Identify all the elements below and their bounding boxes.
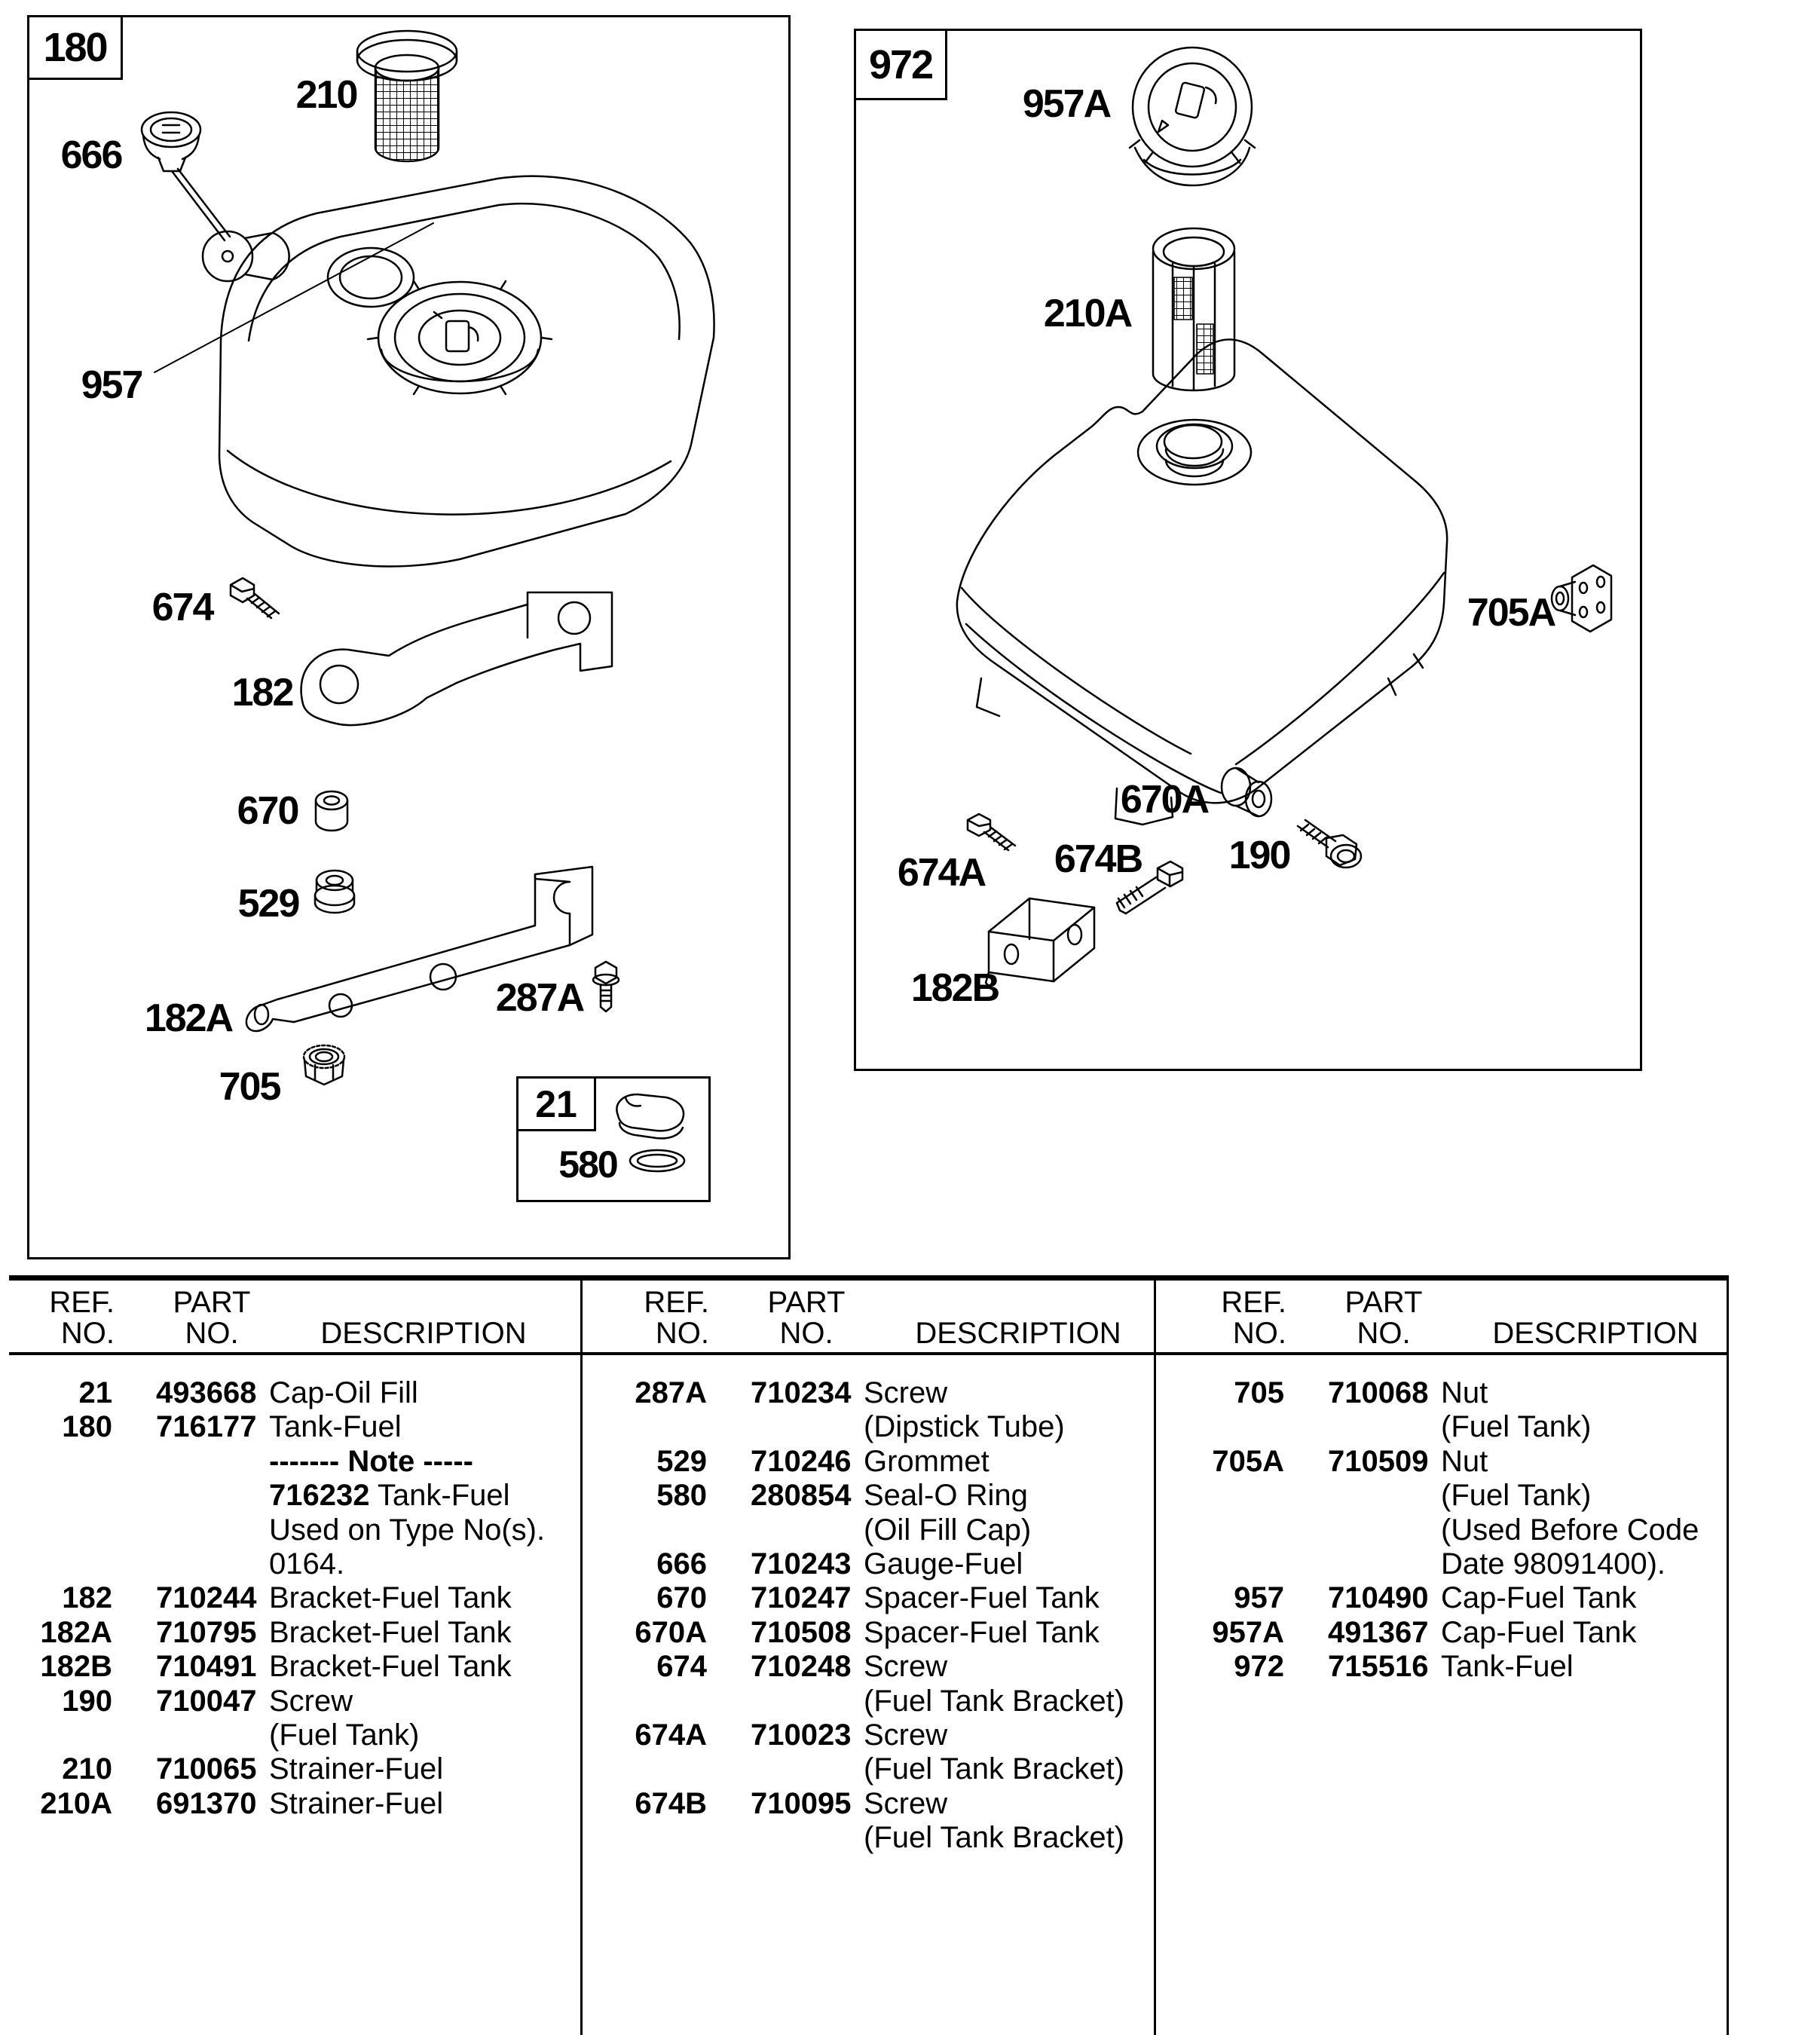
- header-part-no: NO.: [185, 1317, 239, 1350]
- description-text: Tank-Fuel: [269, 1410, 402, 1444]
- flange-nut-705A-drawing: [1552, 565, 1611, 632]
- part-no: 710244: [156, 1581, 257, 1615]
- ref-no: 182A: [40, 1615, 112, 1649]
- part-label-957: 957: [81, 363, 142, 407]
- part-label-674: 674: [151, 586, 213, 629]
- ref-no: 287A: [635, 1376, 707, 1409]
- screw-674A-drawing: [968, 814, 1015, 850]
- figure-number: 972: [868, 41, 933, 87]
- ref-no: 210: [62, 1752, 112, 1786]
- ref-no: 190: [62, 1684, 112, 1718]
- description-text: Spacer-Fuel Tank: [864, 1615, 1100, 1649]
- fuel-strainer-210-drawing: [357, 31, 457, 161]
- ref-no: 957: [1234, 1581, 1284, 1615]
- part-no: 710246: [751, 1444, 852, 1478]
- part-no: 716177: [156, 1410, 257, 1444]
- ref-no: 580: [656, 1479, 707, 1513]
- description-text: Strainer-Fuel: [269, 1786, 444, 1820]
- part-no: 493668: [156, 1376, 257, 1409]
- part-no: 710234: [751, 1376, 852, 1409]
- ref-no: 674: [656, 1650, 707, 1684]
- description-text: (Dipstick Tube): [864, 1410, 1065, 1444]
- description-text: Cap-Oil Fill: [269, 1376, 418, 1409]
- part-no: 280854: [751, 1479, 852, 1513]
- description-bold: 716232: [269, 1479, 370, 1513]
- figure-number: 180: [43, 25, 107, 70]
- fuel-tank-972-drawing: [957, 339, 1447, 825]
- fuel-tank-bracket-182-drawing: [301, 592, 612, 725]
- description-text: Spacer-Fuel Tank: [864, 1581, 1100, 1615]
- header-ref: REF.: [49, 1286, 115, 1319]
- ref-no: 705A: [1212, 1444, 1284, 1478]
- header-ref-no: NO.: [60, 1317, 115, 1350]
- seal-o-ring-580-drawing: [630, 1150, 684, 1171]
- header-part-no: NO.: [1357, 1317, 1411, 1350]
- part-no: 715516: [1328, 1650, 1429, 1684]
- part-label-210A: 210A: [1043, 292, 1132, 335]
- header-description: DESCRIPTION: [1492, 1317, 1699, 1350]
- ref-no: 666: [656, 1547, 707, 1581]
- ref-no: 705: [1234, 1376, 1284, 1409]
- part-label-674A: 674A: [897, 851, 986, 895]
- ref-no: 674B: [635, 1786, 707, 1820]
- description-text: (Fuel Tank): [1441, 1410, 1592, 1444]
- part-label-182A: 182A: [144, 996, 233, 1040]
- grommet-529-drawing: [315, 871, 354, 913]
- part-no: 710047: [156, 1684, 257, 1718]
- header-ref-no: NO.: [1232, 1317, 1286, 1350]
- part-no: 710490: [1328, 1581, 1429, 1615]
- part-label-190: 190: [1228, 834, 1290, 877]
- description-text: Cap-Fuel Tank: [1441, 1615, 1637, 1649]
- description-text: Tank-Fuel: [1441, 1650, 1574, 1684]
- screw-190-drawing: [1298, 820, 1361, 868]
- part-label-287A: 287A: [495, 976, 584, 1020]
- fuel-strainer-210A-drawing: [1153, 228, 1234, 390]
- part-label-580: 580: [558, 1143, 617, 1186]
- part-label-182B: 182B: [910, 966, 999, 1010]
- description-text: (Fuel Tank Bracket): [864, 1752, 1125, 1786]
- header-part: PART: [173, 1286, 251, 1319]
- description-text: Gauge-Fuel: [864, 1547, 1023, 1581]
- leader-line-957: [154, 223, 433, 372]
- part-no: 691370: [156, 1786, 257, 1820]
- description-text: (Fuel Tank Bracket): [864, 1684, 1125, 1718]
- description-text: Bracket-Fuel Tank: [269, 1615, 512, 1649]
- part-label-957A: 957A: [1022, 82, 1111, 126]
- description-text: (Used Before Code: [1441, 1513, 1699, 1547]
- header-part-no: NO.: [779, 1317, 834, 1350]
- part-label-674B: 674B: [1054, 837, 1142, 881]
- description-text: Screw: [864, 1376, 948, 1409]
- part-no: 710065: [156, 1752, 257, 1786]
- nut-705-drawing: [304, 1045, 344, 1085]
- header-ref-no: NO.: [655, 1317, 709, 1350]
- inset-number: 21: [535, 1082, 577, 1125]
- description-text: Strainer-Fuel: [269, 1752, 444, 1786]
- part-no: 710248: [751, 1650, 852, 1684]
- part-label-670A: 670A: [1120, 778, 1209, 822]
- part-label-670: 670: [237, 789, 298, 833]
- part-no: 710491: [156, 1650, 257, 1684]
- ref-no: 182: [62, 1581, 112, 1615]
- fuel-tank-bracket-182B-drawing: [986, 898, 1094, 989]
- ref-no: 670A: [635, 1615, 707, 1649]
- part-no: 710508: [751, 1615, 852, 1649]
- header-description: DESCRIPTION: [320, 1317, 527, 1350]
- header-part: PART: [767, 1286, 846, 1319]
- ref-no: 957A: [1212, 1615, 1284, 1649]
- part-label-705: 705: [219, 1065, 280, 1109]
- spacer-670-drawing: [316, 791, 347, 831]
- description-text: 0164.: [269, 1547, 345, 1581]
- ref-no: 529: [656, 1444, 707, 1478]
- ref-no: 182B: [40, 1650, 112, 1684]
- header-ref: REF.: [1221, 1286, 1286, 1319]
- ref-no: 674A: [635, 1718, 707, 1752]
- fuel-gauge-666-drawing: [142, 112, 289, 281]
- description-text: (Fuel Tank Bracket): [864, 1821, 1125, 1855]
- part-no: 710095: [751, 1786, 852, 1820]
- part-no: 491367: [1328, 1615, 1429, 1649]
- part-no: 710243: [751, 1547, 852, 1581]
- description-bold: ------- Note -----: [269, 1444, 473, 1478]
- header-ref: REF.: [644, 1286, 709, 1319]
- part-no: 710795: [156, 1615, 257, 1649]
- description-text: (Fuel Tank): [269, 1718, 420, 1752]
- part-no: 710247: [751, 1581, 852, 1615]
- spacer-670A-drawing: [1222, 768, 1271, 816]
- description-text: Nut: [1441, 1376, 1488, 1409]
- header-part: PART: [1344, 1286, 1423, 1319]
- part-label-666: 666: [60, 133, 122, 177]
- description-text: Bracket-Fuel Tank: [269, 1581, 512, 1615]
- part-no: 710023: [751, 1718, 852, 1752]
- description-text: Grommet: [864, 1444, 990, 1478]
- part-label-210: 210: [295, 73, 357, 117]
- ref-no: 670: [656, 1581, 707, 1615]
- description-text: (Oil Fill Cap): [864, 1513, 1032, 1547]
- part-no: 710509: [1328, 1444, 1429, 1478]
- description-text: Screw: [269, 1684, 353, 1718]
- fuel-cap-957A-drawing: [1130, 47, 1255, 185]
- description-text: Screw: [864, 1786, 948, 1820]
- ref-no: 210A: [40, 1786, 112, 1820]
- oil-fill-cap-21-drawing: [616, 1094, 684, 1138]
- description-text: Used on Type No(s).: [269, 1513, 546, 1547]
- part-label-529: 529: [237, 882, 299, 926]
- screw-674-drawing: [231, 578, 279, 618]
- description-text: Bracket-Fuel Tank: [269, 1650, 512, 1684]
- ref-no: 180: [62, 1410, 112, 1444]
- description-text: Screw: [864, 1718, 948, 1752]
- header-description: DESCRIPTION: [915, 1317, 1121, 1350]
- part-no: 710068: [1328, 1376, 1429, 1409]
- ref-no: 21: [78, 1376, 112, 1409]
- part-label-182: 182: [231, 671, 293, 715]
- part-label-705A: 705A: [1467, 591, 1555, 635]
- description-text: Screw: [864, 1650, 948, 1684]
- description-text: (Fuel Tank): [1441, 1479, 1592, 1513]
- ref-no: 972: [1234, 1650, 1284, 1684]
- description-text: Date 98091400).: [1441, 1547, 1666, 1581]
- description-text: Seal-O Ring: [864, 1479, 1028, 1513]
- description-text: Tank-Fuel: [369, 1479, 510, 1513]
- screw-287A-drawing: [593, 962, 619, 1011]
- description-text: Cap-Fuel Tank: [1441, 1581, 1637, 1615]
- description-text: Nut: [1441, 1444, 1488, 1478]
